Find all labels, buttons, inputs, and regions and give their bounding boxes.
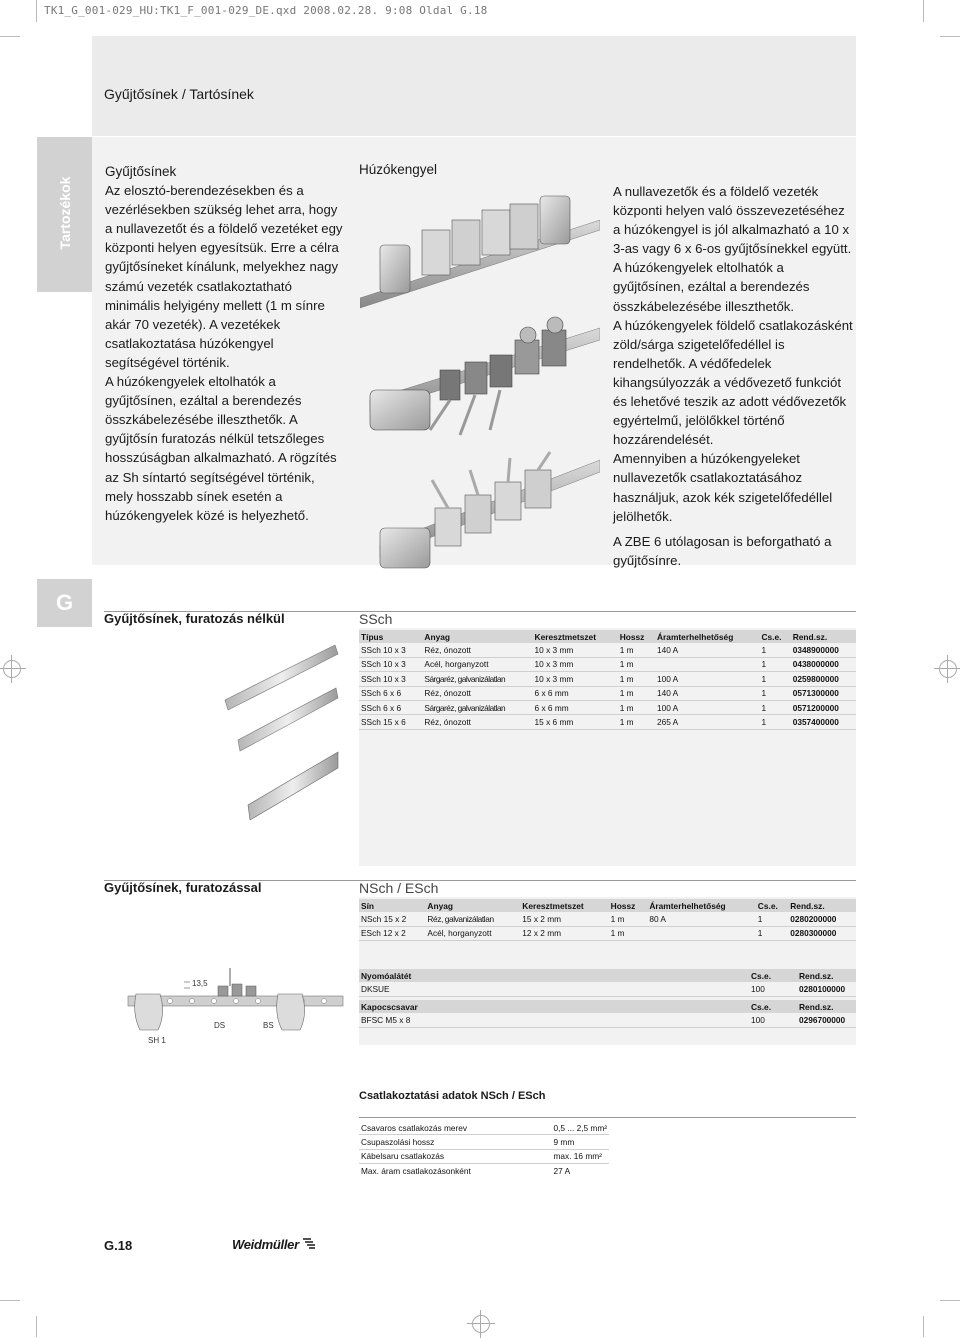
- table-header: [359, 1000, 856, 1013]
- cell: 6 x 6 mm: [533, 700, 618, 714]
- column-header: Rend.sz.: [791, 630, 856, 643]
- page-title: Gyűjtősínek / Tartósínek: [104, 86, 254, 102]
- cell: 27 A: [553, 1165, 571, 1176]
- right-paragraph: Amennyiben a húzókengyeleket nullavezetők csatlakoztatásához használjuk, azok kék szigetelőfedéllel jelölhetők.: [613, 451, 833, 524]
- cell: 100: [749, 1013, 797, 1027]
- table-ssch: [359, 630, 856, 730]
- cell: 10 x 3 mm: [533, 643, 618, 657]
- cell: 1 m: [618, 700, 655, 714]
- column-header: Hossz: [609, 899, 648, 912]
- cell: NSch 15 x 2: [359, 912, 425, 926]
- registration-mark-icon: [939, 660, 957, 678]
- divider: [359, 1117, 856, 1118]
- cell: 0357400000: [791, 715, 856, 729]
- table-row: [359, 715, 856, 729]
- cell: 0259800000: [791, 672, 856, 686]
- right-paragraph: A húzókengyelek földelő csatlakozásként zöld/sárga szigetelőfedéllel is rendelhetők. A védőfedelek kihangsúlyozzák a védővezető funkciót és lehetővé teszik az adott védővezetők egyértelmű, jelölőkkel történő hozzárendelését.: [613, 317, 853, 448]
- cell: SSch 6 x 6: [359, 686, 422, 700]
- column-header: Cs.e.: [749, 1000, 797, 1013]
- chapter-tab-label: G: [55, 590, 74, 615]
- intro-paragraph: Az elosztó-berendezésekben és a vezérlésekben szükség lehet arra, hogy a nullavezetőt és a földelő vezetéket egy központi helyen egyesítsük. Erre a célra gyűjtősíneket kínálunk, melyekhez nagy számú vezeték csatlakoztatható minimális helyigény mellett (1 m sínre akár 70 vezeték). A vezetékek csatlakoztatása húzókengyel segítségével történik.: [105, 183, 343, 370]
- cell: 1 m: [618, 672, 655, 686]
- intro-heading: Gyűjtősínek: [105, 164, 177, 179]
- table-row: [359, 912, 856, 926]
- registration-mark-icon: [472, 1315, 490, 1333]
- right-paragraph: A nullavezetők és a földelő vezeték központi helyen való összevezetéséhez a húzókengyel is jól alkalmazható a 10 x 3-as vagy 6 x 6-os gyűjtősínekkel együtt. A húzókengyelek eltolhatók a gyűjtősínen, ezáltal a berendezés összkábelezésébe illeszthetők.: [613, 184, 852, 314]
- cell: 0280300000: [788, 926, 856, 940]
- cell: SSch 10 x 3: [359, 672, 422, 686]
- product-name: NSch / ESch: [359, 880, 439, 896]
- column-header: Keresztmetszet: [520, 899, 608, 912]
- cell: 0280200000: [788, 912, 856, 926]
- right-column: [613, 182, 853, 570]
- cell: max. 16 mm²: [552, 1149, 609, 1163]
- cell: 0438000000: [791, 657, 856, 671]
- column-header: Cs.e.: [749, 969, 797, 982]
- cell: 1 m: [618, 643, 655, 657]
- crop-mark: [36, 1316, 37, 1337]
- cell: SSch 15 x 6: [359, 715, 422, 729]
- table-row: [359, 643, 856, 657]
- drawing-sh-label: SH 1: [148, 1036, 166, 1045]
- cell: SSch 10 x 3: [359, 643, 422, 657]
- column-header: Áramterhelhetőség: [647, 899, 755, 912]
- cell: Réz, ónozott: [422, 715, 532, 729]
- table-row: [359, 1121, 609, 1135]
- right-paragraph: A ZBE 6 utólagosan is beforgatható a gyűjtősínre.: [613, 533, 832, 568]
- cell: ESch 12 x 2: [359, 926, 425, 940]
- column-header: Anyag: [425, 899, 520, 912]
- brand-mark-icon: [302, 1238, 316, 1250]
- intro-paragraph: A húzókengyelek eltolhatók a gyűjtősínen, ezáltal a berendezés összkábelezésébe illeszthetők. A gyűjtősín furatozás nélkül tetszőleges hosszúságban alkalmazható. A rögzítés az Sh síntartó segítségével történik, mely hosszabb sínek esetén a húzókengyelek közé is helyezhető.: [105, 374, 337, 523]
- cell: Sárgaréz, galvanizálatlan: [422, 700, 532, 714]
- column-header: Nyomóalátét: [359, 969, 749, 982]
- cell: [655, 657, 759, 671]
- brand-name: Weidmüller: [232, 1237, 299, 1252]
- cell: 100 A: [655, 700, 759, 714]
- cell: 140 A: [655, 686, 759, 700]
- cell: 80 A: [647, 912, 755, 926]
- cell: [647, 926, 755, 940]
- section-heading: Gyűjtősínek, furatozással: [104, 880, 262, 895]
- cell: 1: [759, 657, 790, 671]
- side-tab: [37, 137, 92, 292]
- column-header: Cs.e.: [759, 630, 790, 643]
- table-row: [359, 982, 856, 996]
- cell: 100: [749, 982, 797, 996]
- drawing-ds-label: DS: [214, 1021, 226, 1030]
- cell: 1 m: [609, 912, 648, 926]
- cell: 10 x 3 mm: [533, 672, 618, 686]
- column-header: Típus: [359, 630, 422, 643]
- cell: BFSC M5 x 8: [359, 1013, 749, 1027]
- crop-mark: [0, 1300, 20, 1301]
- cell: 0280100000: [797, 982, 856, 996]
- crop-mark: [36, 0, 37, 22]
- column-header: Kapocscsavar: [359, 1000, 749, 1013]
- column-header: Áramterhelhetőség: [655, 630, 759, 643]
- cell: Acél, horganyzott: [425, 926, 520, 940]
- brand-logo: [232, 1237, 316, 1252]
- table-row: [359, 657, 856, 671]
- table-connection: [359, 1121, 609, 1178]
- crop-mark: [923, 0, 924, 22]
- cell: Kábelsaru csatlakozás: [359, 1149, 552, 1163]
- busbar-illustration: [220, 640, 340, 820]
- cell: 1: [756, 912, 788, 926]
- table-row: [359, 1013, 856, 1027]
- cell: Réz, ónozott: [422, 686, 532, 700]
- registration-mark-icon: [3, 660, 21, 678]
- table-header: [359, 899, 856, 912]
- cell: 0,5 ... 2,5 mm²: [552, 1121, 609, 1135]
- cell: 1 m: [618, 686, 655, 700]
- column-header: Keresztmetszet: [533, 630, 618, 643]
- cell: 6 x 6 mm: [533, 686, 618, 700]
- cell: 12 x 2 mm: [520, 926, 608, 940]
- clamp-photo-illustration: [360, 190, 600, 570]
- column-header: Rend.sz.: [797, 1000, 856, 1013]
- cell: 1 m: [618, 657, 655, 671]
- table-accessory-screw: [359, 1000, 856, 1028]
- busbar-drawing-illustration: [118, 966, 348, 1048]
- intro-column: [105, 162, 345, 525]
- drawing-dim-label: 13,5: [192, 979, 208, 988]
- cell: 0296700000: [797, 1013, 856, 1027]
- crop-mark: [923, 1316, 924, 1337]
- cell: 0348900000: [791, 643, 856, 657]
- cell: SSch 10 x 3: [359, 657, 422, 671]
- cell: 100 A: [655, 672, 759, 686]
- cell: 1 m: [618, 715, 655, 729]
- cell: 9 mm: [552, 1135, 609, 1149]
- crop-mark: [0, 36, 20, 37]
- column-header: Anyag: [422, 630, 532, 643]
- table-row: [359, 686, 856, 700]
- column-header: Cs.e.: [756, 899, 788, 912]
- cell: 1: [759, 715, 790, 729]
- table-header: [359, 969, 856, 982]
- cell: Max. áram csatlakozásonként: [361, 1165, 471, 1176]
- cell: Csupaszolási hossz: [359, 1135, 552, 1149]
- cell: 140 A: [655, 643, 759, 657]
- chapter-tab: [37, 579, 92, 627]
- cell: 1: [759, 686, 790, 700]
- cell: 1: [756, 926, 788, 940]
- crop-mark: [940, 1300, 960, 1301]
- cell: 0571300000: [791, 686, 856, 700]
- cell: Sárgaréz, galvanizálatlan: [422, 672, 532, 686]
- table-row: [359, 1164, 609, 1178]
- cell: 10 x 3 mm: [533, 657, 618, 671]
- cell: 265 A: [655, 715, 759, 729]
- drawing-bs-label: BS: [263, 1021, 274, 1030]
- crop-mark: [940, 36, 960, 37]
- cell: SSch 6 x 6: [359, 700, 422, 714]
- cell: Acél, horganyzott: [422, 657, 532, 671]
- page-number: G.18: [104, 1238, 133, 1253]
- side-tab-label: Tartozékok: [57, 176, 73, 250]
- product-name: SSch: [359, 611, 393, 627]
- cell: 1: [759, 643, 790, 657]
- table-row: [359, 1149, 609, 1163]
- section-heading: Gyűjtősínek, furatozás nélkül: [104, 611, 285, 626]
- cell: 0571200000: [791, 700, 856, 714]
- column-header: Sín: [359, 899, 425, 912]
- cell: 1 m: [609, 926, 648, 940]
- table-nsch: [359, 899, 856, 941]
- column-header: Hossz: [618, 630, 655, 643]
- table-row: [359, 926, 856, 940]
- cell: 15 x 2 mm: [520, 912, 608, 926]
- table-row: [359, 700, 856, 714]
- cell: Réz, galvanizálatlan: [425, 912, 520, 926]
- table-row: [359, 672, 856, 686]
- cell: Csavaros csatlakozás merev: [359, 1121, 552, 1135]
- cell: DKSUE: [359, 982, 749, 996]
- cell: 1: [759, 700, 790, 714]
- cell: 1: [759, 672, 790, 686]
- print-slug: TK1_G_001-029_HU:TK1_F_001-029_DE.qxd 2008.02.28. 9:08 Oldal G.18: [44, 4, 488, 17]
- table-accessory-washer: [359, 969, 856, 997]
- column-header: Rend.sz.: [797, 969, 856, 982]
- connection-heading: Csatlakoztatási adatok NSch / ESch: [359, 1090, 546, 1102]
- cell: 15 x 6 mm: [533, 715, 618, 729]
- cell: Réz, ónozott: [422, 643, 532, 657]
- column-header: Rend.sz.: [788, 899, 856, 912]
- table-row: [359, 1135, 609, 1149]
- middle-heading: Húzókengyel: [359, 162, 438, 177]
- table-header: [359, 630, 856, 643]
